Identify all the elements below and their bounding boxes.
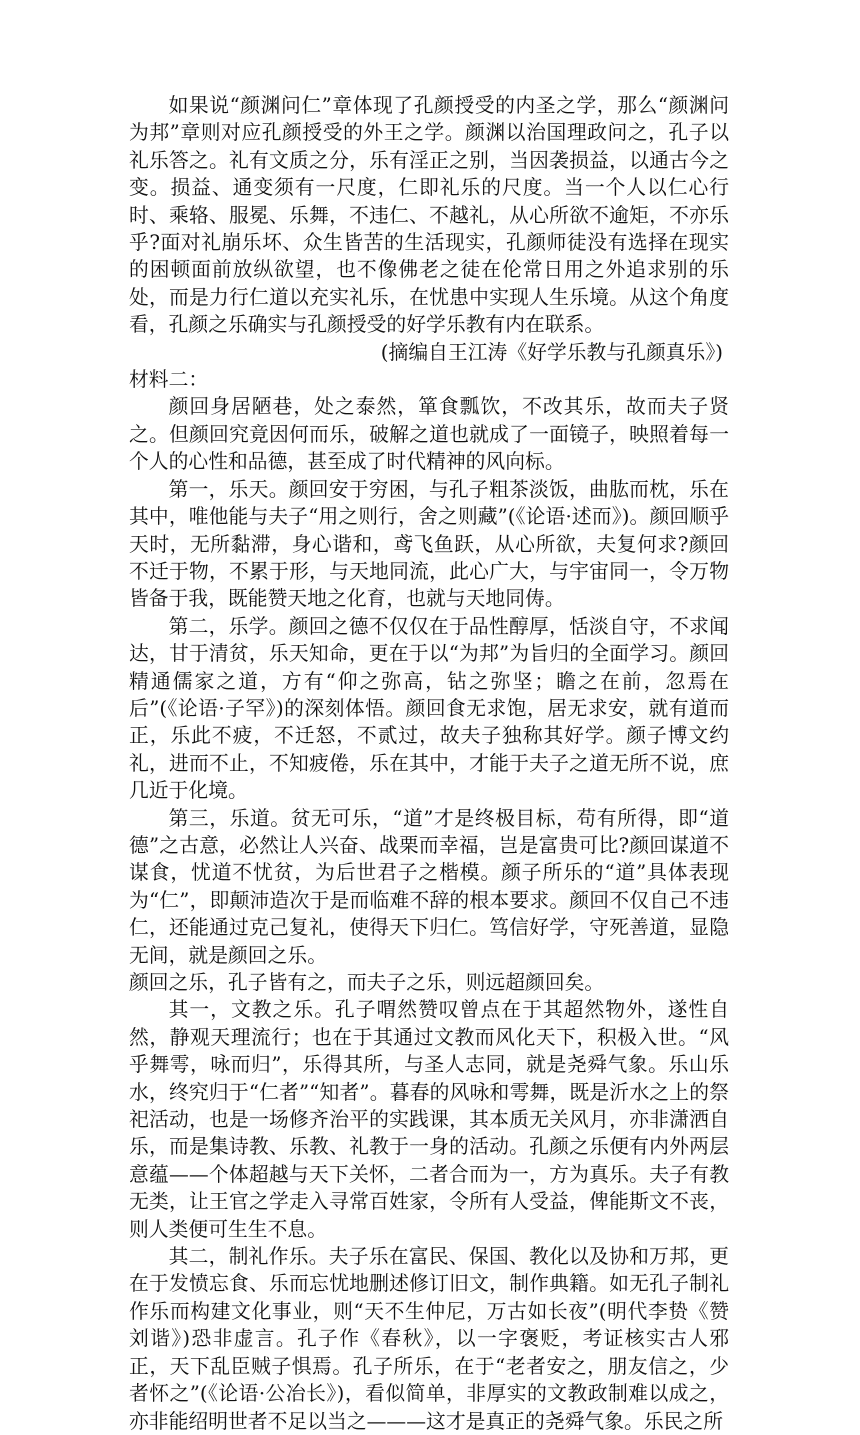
paragraph-yan-hui: 颜回身居陋巷，处之泰然，箪食瓢饮，不改其乐，故而夫子贤之。但颜回究竟因何而乐，破解之道也就成了一面镜子，映照着每一个人的心性和品德，甚至成了时代精神的风向标。 bbox=[129, 395, 729, 474]
paragraph-intro: 如果说“颜渊问仁”章体现了孔颜授受的内圣之学，那么“颜渊问为邦”章则对应孔颜授受的外王之学。颜渊以治国理政问之，孔子以礼乐答之。礼有文质之分，乐有淫正之别，当因袭损益，以通古今之变。损益、通变须有一尺度，仁即礼乐的尺度。当一个人以仁心行时、乘辂、服冕、乐舞，不违仁、不越礼，从心所欲不逾矩，不亦乐乎?面对礼崩乐坏、众生皆苦的生活现实，孔颜师徒没有选择在现实的困顿面前放纵欲望，也不像佛老之徒在伦常日用之外追求别的乐处，而是力行仁道以充实礼乐，在忧患中实现人生乐境。从这个角度看，孔颜之乐确实与孔颜授受的好学乐教有内在联系。 bbox=[129, 94, 729, 337]
paragraph-summary: 颜回之乐，孔子皆有之，而夫子之乐，则远超颜回矣。 bbox=[129, 971, 605, 994]
document-page bbox=[129, 92, 729, 1435]
paragraph-le-dao: 第三，乐道。贫无可乐，“道”才是终极目标，苟有所得，即“道德”之古意，必然让人兴奋、战栗而幸福，岂是富贵可比?颜回谋道不谋食，忧道不忧贫，为后世君子之楷模。颜子所乐的“道”具体表现为“仁”，即颠沛造次于是而临难不辞的根本要求。颜回不仅自己不违仁，还能通过克己复礼，使得天下归仁。笃信好学，守死善道，显隐无间，就是颜回之乐。 bbox=[129, 806, 729, 967]
paragraph-zhi-li: 其二，制礼作乐。夫子乐在富民、保国、教化以及协和万邦，更在于发愤忘食、乐而忘忧地删述修订旧文，制作典籍。如无孔子制礼作乐而构建文化事业，则“天不生仲尼，万古如长夜”(明代李贽《赞刘谐》)恐非虚言。孔子作《春秋》，以一字褒贬，考证核实古人邪正，天下乱臣贼子惧焉。孔子所乐，在于“老者安之，朋友信之，少者怀之”(《论语·公冶长》)，看似简单，非厚实的文教政制难以成之，亦非能绍明世者不足以当之———这才是真正的尧舜气象。乐民之所 bbox=[129, 1245, 729, 1433]
material-label: 材料二： bbox=[129, 368, 209, 392]
paragraph-wen-jiao: 其一，文教之乐。孔子喟然赞叹曾点在于其超然物外，遂性自然，静观天理流行；也在于其通过文教而风化天下，积极入世。“风乎舞雩，咏而归”，乐得其所，与圣人志同，就是尧舜气象。乐山乐水，终究归于“仁者”“知者”。暮春的风咏和雩舞，既是沂水之上的祭祀活动，也是一场修齐治平的实践课，其本质无关风月，亦非潇洒自乐，而是集诗教、乐教、礼教于一身的活动。孔颜之乐便有内外两层意蕴——个体超越与天下关怀，二者合而为一，方为真乐。夫子有教无类，让王官之学走入寻常百姓家，令所有人受益，俾能斯文不丧，则人类便可生生不息。 bbox=[129, 998, 729, 1241]
paragraph-le-xue: 第二，乐学。颜回之德不仅仅在于品性醇厚，恬淡自守，不求闻达，甘于清贫，乐天知命，更在于以“为邦”为旨归的全面学习。颜回精通儒家之道，方有“仰之弥高，钻之弥坚；瞻之在前，忽焉在后”(《论语·子罕》)的深刻体悟。颜回食无求饱，居无求安，就有道而正，乐此不疲，不迁怒，不贰过，故夫子独称其好学。颜子博文约礼，进而不止，不知疲倦，乐在其中，才能于夫子之道无所不说，庶几近于化境。 bbox=[129, 614, 729, 803]
paragraph-le-tian: 第一，乐天。颜回安于穷困，与孔子粗茶淡饭，曲肱而枕，乐在其中，唯他能与夫子“用之则行，舍之则藏”(《论语·述而》)。颜回顺乎天时，无所黏滞，身心谐和，鸢飞鱼跃，从心所欲，夫复何求?颜回不迁于物，不累于形，与天地同流，此心广大，与宇宙同一，令万物皆备于我，既能赞天地之化育，也就与天地同俦。 bbox=[129, 477, 729, 611]
source-citation: (摘编自王江涛《好学乐教与孔颜真乐》) bbox=[380, 340, 723, 364]
